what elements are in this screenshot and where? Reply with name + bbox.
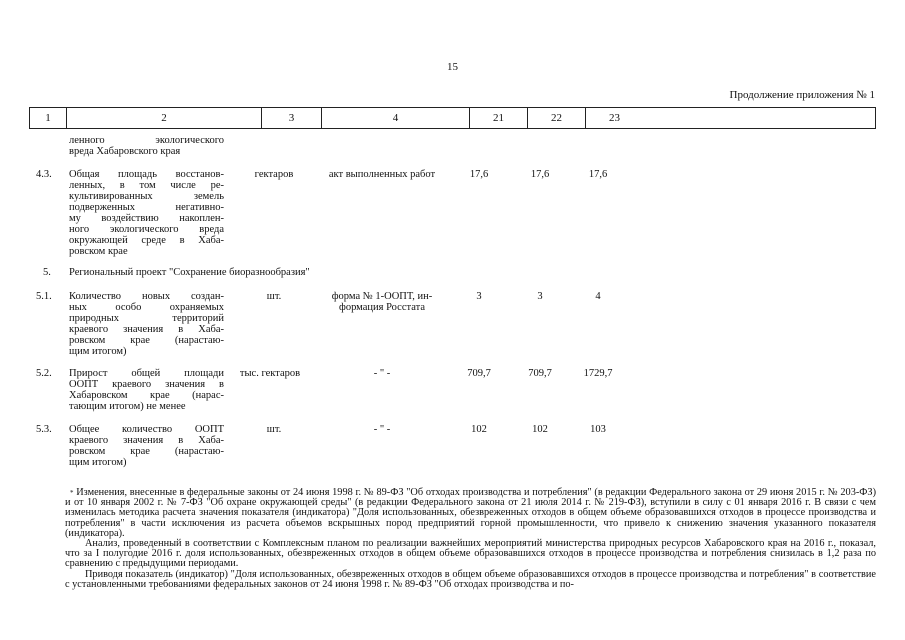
row-5-3-value-23: 103	[590, 424, 606, 435]
row-5-2-name-line: тающим итогом) не менее	[69, 401, 186, 412]
row-5-1-value-23: 4	[595, 291, 601, 302]
row-5-1-name-line: природных территорий	[69, 313, 224, 324]
row-4-3-value-22: 17,6	[530, 169, 550, 180]
row-4-3-number: 4.3.	[36, 169, 52, 180]
table-row-continuation-name-line-1: ленного экологического	[69, 135, 224, 146]
header-col-23: 23	[585, 108, 643, 128]
footnote-text: Изменения, внесенные в федеральные законы от 24 июня 1998 г. № 89-ФЗ "Об отходах производства и потребления" (в редакции Федерального закона от 29 июня 2015 г. № 203-ФЗ) и от 10 января 2002 г. № 7-ФЗ "Об охране окружающей среды" (в редакции Федерального закона от 21 июля 2014 г. № 219-ФЗ), вступили в силу с 01 января 2016 г. В связи с чем изменилась методика расчета значения показателя (индикатора) "Доля использованных, обезвреженных отходов в общем объеме образовавшихся отходов в процессе производства и потребления" в части исключения из расчета объемов вскрышных пород предприятий горной промышленности, что привело к снижению значения указанного показателя (индикатора).	[65, 487, 876, 539]
row-4-3-name-line: подверженных негативно-	[69, 202, 224, 213]
footnote-marker: *	[70, 489, 74, 497]
header-col-21: 21	[469, 108, 527, 128]
row-5-3-number: 5.3.	[36, 424, 52, 435]
row-5-2-value-21: 709,7	[467, 368, 491, 379]
row-5-2-name-line: ООПТ краевого значения в	[69, 379, 224, 390]
row-5-3-source: - " -	[373, 424, 391, 435]
row-5-1-name-line: ровском крае (нарастаю-	[69, 335, 224, 346]
row-5-3-name-line: щим итогом)	[69, 457, 127, 468]
header-col-22: 22	[527, 108, 585, 128]
row-5-number: 5.	[43, 267, 51, 278]
row-5-1-name-line: ных особо охраняемых	[69, 302, 224, 313]
row-5-1-value-21: 3	[476, 291, 482, 302]
row-5-3-unit: шт.	[266, 424, 282, 435]
row-4-3-name-line: ровском крае	[69, 246, 128, 257]
row-4-3-value-21: 17,6	[469, 169, 489, 180]
footnotes	[65, 488, 876, 590]
row-5-1-source-line-1: форма № 1-ООПТ, ин-	[331, 291, 433, 302]
row-5-2-source: - " -	[373, 368, 391, 379]
row-5-1-name-line: Количество новых создан-	[69, 291, 224, 302]
bringing-paragraph: Приводя показатель (индикатор) "Доля использованных, обезвреженных отходов в общем объеме образовавшихся отходов в процессе производства и потребления" в соответствие с установленными требованиями федеральных законов от 24 июня 1998 г. № 89-ФЗ "Об отходах производства и по-	[65, 568, 876, 590]
row-4-3-unit: гектаров	[254, 169, 294, 180]
table-header	[29, 107, 876, 129]
header-col-3: 3	[261, 108, 321, 128]
table-row-continuation-name-line-2: вреда Хабаровского края	[69, 146, 181, 157]
row-5-2-name-line: Прирост общей площади	[69, 368, 224, 379]
row-5-2-value-22: 709,7	[528, 368, 552, 379]
row-5-2-name-line: Хабаровском крае (нарас-	[69, 390, 224, 401]
row-5-2-unit: тыс. гектаров	[239, 368, 301, 379]
row-4-3-name-line: му воздействию накоплен-	[69, 213, 224, 224]
row-5-section-title: Региональный проект "Сохранение биоразнообразия"	[69, 267, 310, 278]
row-5-1-unit: шт.	[266, 291, 282, 302]
row-5-3-name-line: ровском крае (нарастаю-	[69, 446, 224, 457]
row-4-3-name-line: окружающей среде в Хаба-	[69, 235, 224, 246]
row-4-3-value-23: 17,6	[588, 169, 608, 180]
analysis-paragraph: Анализ, проведенный в соответствии с Комплексным планом по реализации важнейших мероприятий министерства природных ресурсов Хабаровского края на 2016 г., показал, что за I полугодие 2016 г. доля использованных, обезвреженных отходов в общем объеме образовавшихся отходов в процессе производства и потребления снизилась в 1,2 раза по сравнению с предыдущими периодами.	[65, 538, 876, 570]
row-4-3-name-line: Общая площадь восстанов-	[69, 169, 224, 180]
row-4-3-source: акт выполненных работ	[328, 169, 436, 180]
row-4-3-name-line: ного экологического вреда	[69, 224, 224, 235]
row-5-1-number: 5.1.	[36, 291, 52, 302]
row-5-1-source-line-2: формация Росстата	[339, 302, 425, 313]
row-4-3-name-line: ленных, в том числе ре-	[69, 180, 224, 191]
header-col-4: 4	[321, 108, 469, 128]
page-number: 15	[447, 61, 458, 73]
row-5-3-name-line: Общее количество ООПТ	[69, 424, 224, 435]
continuation-label: Продолжение приложения № 1	[729, 89, 875, 101]
row-5-1-name-line: щим итогом)	[69, 346, 127, 357]
row-5-3-name-line: краевого значения в Хаба-	[69, 435, 224, 446]
row-4-3-name-line: культивированных земель	[69, 191, 224, 202]
row-5-1-value-22: 3	[537, 291, 543, 302]
row-5-2-value-23: 1729,7	[583, 368, 613, 379]
header-col-1: 1	[45, 112, 51, 124]
row-5-3-value-22: 102	[532, 424, 548, 435]
row-5-3-value-21: 102	[471, 424, 487, 435]
header-col-2: 2	[66, 108, 261, 128]
footnote-paragraph	[65, 488, 876, 539]
row-5-1-name-line: краевого значения в Хаба-	[69, 324, 224, 335]
row-5-2-number: 5.2.	[36, 368, 52, 379]
